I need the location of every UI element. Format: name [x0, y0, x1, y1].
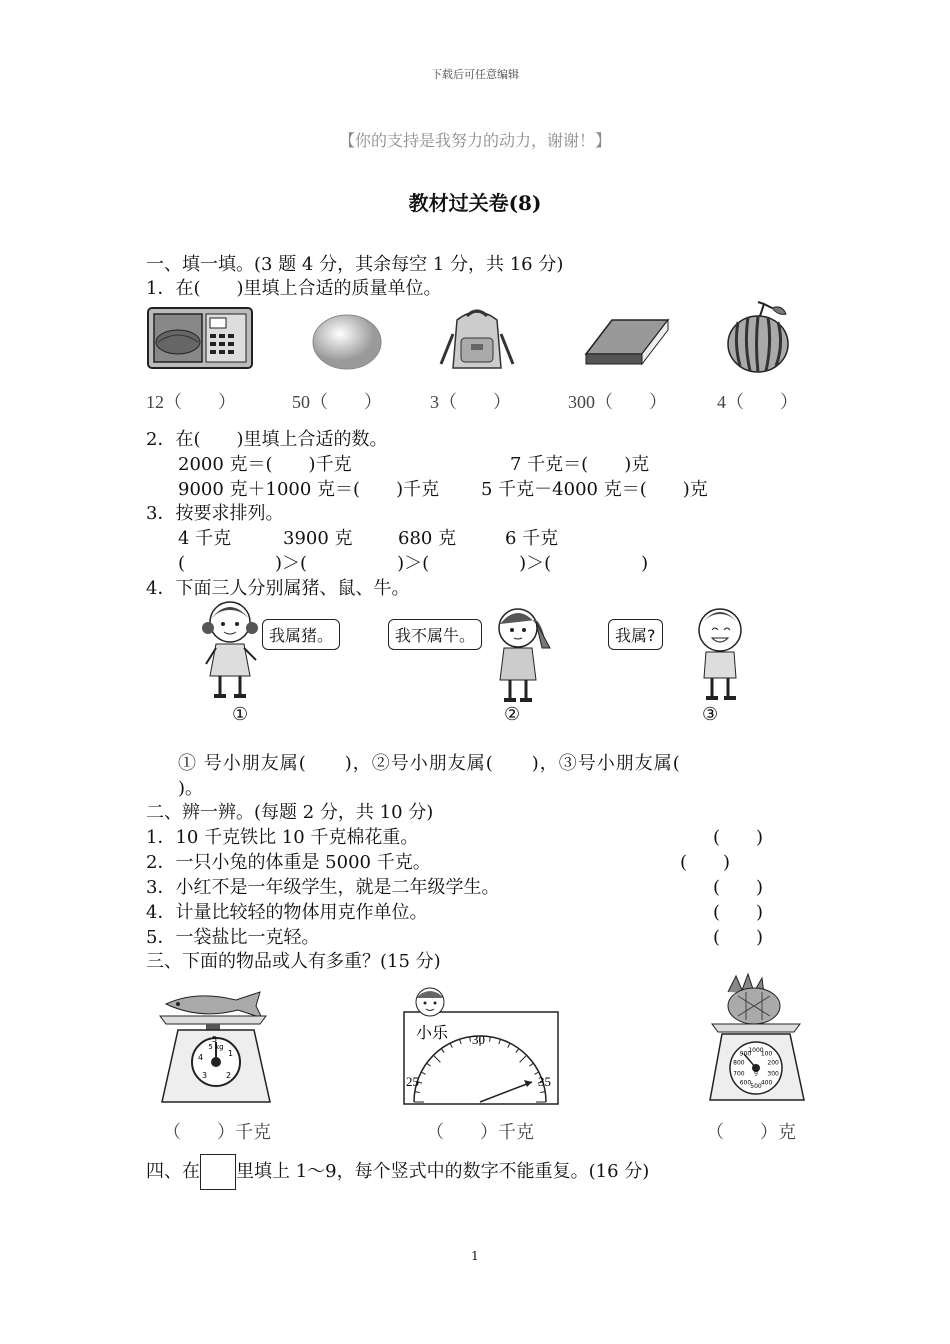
scale1-dial-5: 5 [212, 1035, 218, 1044]
q3-item-4: 6 千克 [505, 528, 559, 549]
scale3-dial-label: 300 [767, 1070, 779, 1078]
scale3-unit: g [754, 1069, 758, 1076]
q2-line2-a[interactable]: 9000 克＋1000 克＝( )千克 [178, 479, 440, 500]
judge-mark-5[interactable]: ( ) [713, 927, 764, 948]
scale1-answer[interactable]: （ ）千克 [163, 1122, 271, 1142]
speech-bubble-2: 我不属牛。 [388, 619, 482, 650]
judge-item-2: 2．一只小兔的体重是 5000 千克。 [146, 852, 431, 873]
q4-fill-line-2[interactable]: )。 [178, 778, 204, 799]
q1-answer-2[interactable]: 50（ ） [292, 392, 382, 412]
scale3-dial-label: 100 [760, 1050, 773, 1058]
page-title: 教材过关卷(8) [408, 191, 542, 215]
label-1: ① [232, 704, 249, 725]
scale1-unit: 5 kg [208, 1043, 224, 1051]
judge-item-5: 5．一袋盐比一克轻。 [146, 927, 320, 948]
scale3-dial-label: 600 [739, 1079, 752, 1087]
q3-item-1: 4 千克 [178, 528, 232, 549]
section-3-heading: 三、下面的物品或人有多重？(15 分) [146, 951, 441, 972]
judge-mark-4[interactable]: ( ) [713, 902, 764, 923]
q4-text: 4．下面三人分别属猪、鼠、牛。 [146, 578, 410, 599]
body-scale-icon [402, 984, 562, 1108]
section-4-heading-a: 四、在 [146, 1161, 200, 1182]
label-2: ② [504, 704, 521, 725]
q3-item-2: 3900 克 [283, 528, 353, 549]
q1-answer-1[interactable]: 12（ ） [146, 392, 236, 412]
slogan: 【你的支持是我努力的动力，谢谢！】 [338, 131, 611, 150]
section-2-heading: 二、辨一辨。(每题 2 分，共 10 分) [146, 802, 434, 823]
section-1-heading: 一、填一填。(3 题 4 分，其余每空 1 分，共 16 分) [146, 254, 564, 275]
digit-box [200, 1154, 236, 1190]
top-note: 下载后可任意编辑 [431, 68, 519, 81]
q1-answer-4[interactable]: 300（ ） [568, 392, 667, 412]
q2-line1-b[interactable]: 7 千克＝( )克 [510, 454, 650, 475]
label-3: ③ [702, 704, 719, 725]
q4-fill-line-1[interactable]: ① 号小朋友属( )，②号小朋友属( )，③号小朋友属( [178, 753, 681, 774]
backpack-icon [435, 304, 519, 374]
girl-2-icon [486, 604, 556, 704]
scale2-name: 小乐 [416, 1023, 449, 1042]
page-number: 1 [471, 1249, 479, 1263]
fish-scale-icon [156, 990, 276, 1106]
scale3-answer[interactable]: （ ）克 [706, 1122, 796, 1142]
book-icon [584, 316, 670, 370]
q3-item-3: 680 克 [398, 528, 457, 549]
scale1-dial-4: 4 [198, 1053, 204, 1062]
q2-text: 2．在( )里填上合适的数。 [146, 429, 388, 450]
scale3-dial-label: 800 [733, 1059, 745, 1067]
judge-item-1: 1．10 千克铁比 10 千克棉花重。 [146, 827, 419, 848]
scale3-dial-label: 1000 [748, 1047, 764, 1054]
scale3-dial-label: 900 [739, 1050, 752, 1058]
scale2-tick-35: 35 [538, 1074, 551, 1089]
scale3-dial-label: 500 [750, 1083, 762, 1090]
q1-text: 1．在( )里填上合适的质量单位。 [146, 278, 442, 299]
scale2-tick-25: 25 [406, 1074, 419, 1089]
scale3-dial-label: 400 [760, 1079, 773, 1087]
boy-icon [692, 604, 748, 704]
scale3-dial-label: 200 [767, 1059, 779, 1067]
judge-mark-1[interactable]: ( ) [713, 827, 764, 848]
egg-icon [310, 312, 384, 372]
judge-item-3: 3．小红不是一年级学生，就是二年级学生。 [146, 877, 500, 898]
scale2-tick-30: 30 [472, 1032, 485, 1047]
microwave-icon [146, 306, 254, 372]
q3-text: 3．按要求排列。 [146, 503, 284, 524]
section-4-heading-b: 里填上 1～9，每个竖式中的数字不能重复。(16 分) [236, 1161, 650, 1182]
q1-answer-3[interactable]: 3（ ） [430, 392, 511, 412]
speech-bubble-3: 我属? [608, 619, 663, 650]
q2-line1-a[interactable]: 2000 克＝( )千克 [178, 454, 352, 475]
scale1-dial-1: 1 [228, 1049, 234, 1058]
judge-item-4: 4．计量比较轻的物体用克作单位。 [146, 902, 428, 923]
watermelon-icon [724, 300, 796, 374]
judge-mark-3[interactable]: ( ) [713, 877, 764, 898]
girl-1-icon [198, 598, 262, 702]
q3-order[interactable]: ( )＞( )＞( )＞( ) [178, 553, 649, 574]
pineapple-scale-icon [708, 972, 808, 1106]
speech-bubble-1: 我属猪。 [262, 619, 340, 650]
scale3-dial-label: 700 [733, 1070, 745, 1078]
q1-answer-5[interactable]: 4（ ） [717, 392, 798, 412]
scale1-dial-2: 2 [226, 1071, 232, 1080]
scale1-dial-3: 3 [202, 1071, 208, 1080]
q2-line2-b[interactable]: 5 千克－4000 克＝( )克 [481, 479, 708, 500]
section-4-heading [146, 1154, 649, 1190]
scale2-answer[interactable]: （ ）千克 [426, 1122, 534, 1142]
judge-mark-2[interactable]: ( ) [680, 852, 731, 873]
